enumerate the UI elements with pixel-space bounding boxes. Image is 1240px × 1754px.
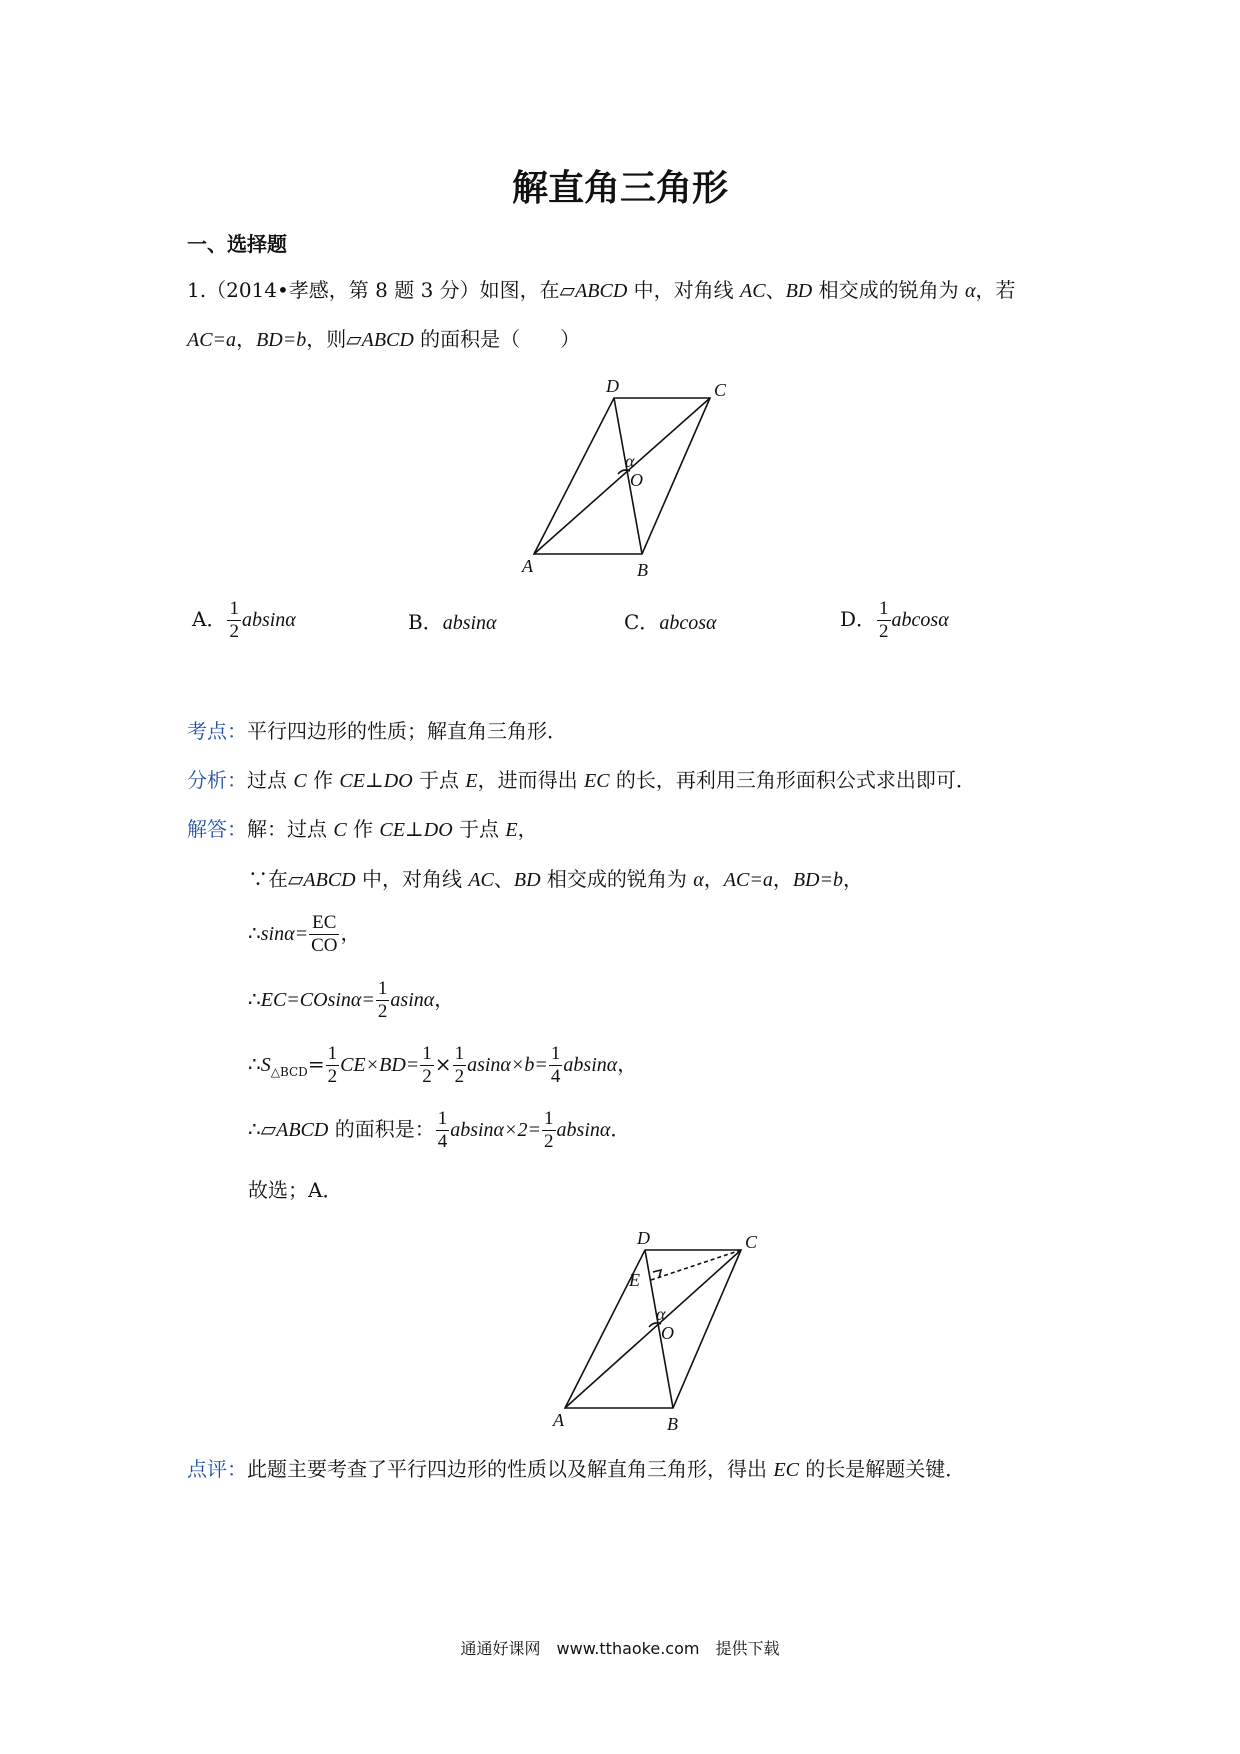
option-expr: abcosα — [891, 609, 949, 631]
fraction-numerator: 1 — [550, 1043, 561, 1064]
math-expr: absinα — [563, 1054, 618, 1076]
fenxi-text: 过点 — [247, 768, 294, 792]
fraction — [549, 1043, 563, 1088]
math-var: ABCD — [276, 1119, 329, 1141]
fraction-denominator: 2 — [327, 1066, 338, 1087]
right-angle-mark — [653, 1270, 661, 1278]
jieda-label: 解答 — [187, 817, 227, 841]
math-var: AC=a — [723, 869, 773, 891]
label-c: C — [745, 1232, 758, 1252]
math-var: E — [465, 770, 478, 792]
option-b — [408, 606, 497, 635]
option-letter: D． — [840, 607, 877, 631]
math-expr: absinα×2= — [450, 1119, 542, 1141]
kaodian-label: 考点 — [187, 719, 227, 743]
fraction — [420, 1043, 434, 1088]
jieda-text: 中，对角线 — [355, 867, 469, 891]
question-number: 1. — [187, 278, 207, 302]
jieda-text: 于点 — [452, 817, 506, 841]
jieda-text: ． — [610, 1117, 631, 1141]
math-var: BD=b — [792, 869, 843, 891]
label-e: E — [629, 1270, 640, 1290]
fraction-numerator: EC — [309, 912, 339, 935]
question-text: 的面积是（ ） — [413, 327, 581, 351]
section-heading: 一、选择题 — [187, 232, 287, 256]
fraction-numerator: 1 — [544, 1108, 554, 1129]
fraction — [309, 912, 339, 957]
option-letter: C． — [624, 610, 660, 634]
dianping-label: 点评 — [187, 1457, 227, 1481]
math-expr: sinα= — [260, 923, 309, 945]
jieda-text: ， — [843, 867, 863, 891]
jieda-line-2 — [248, 864, 863, 895]
option-d — [840, 598, 949, 643]
parallelogram-symbol: ▱ — [288, 867, 304, 891]
question-text: ，则 — [306, 327, 347, 351]
fraction — [436, 1108, 450, 1153]
math-var: E — [505, 819, 518, 841]
math-var: DO — [423, 819, 453, 841]
option-c — [624, 606, 716, 635]
jieda-line-1 — [187, 814, 538, 845]
parallelogram-symbol: ▱ — [260, 1117, 277, 1141]
fraction-numerator: 1 — [879, 598, 889, 619]
fraction-denominator: CO — [311, 935, 338, 956]
fraction-numerator: 1 — [327, 1043, 338, 1064]
fenxi-label: 分析 — [187, 768, 227, 792]
jieda-text: ， — [703, 867, 724, 891]
fraction-denominator: 2 — [544, 1131, 554, 1152]
math-expr: EC=COsinα= — [260, 989, 375, 1011]
math-var: AC=a — [187, 329, 237, 351]
math-var: BD — [785, 280, 813, 302]
jieda-line-6 — [248, 1108, 630, 1153]
jieda-text: 作 — [346, 817, 380, 841]
math-op: × — [434, 1052, 452, 1076]
math-expr: asinα×b= — [467, 1054, 548, 1076]
fraction-denominator: 2 — [377, 1001, 388, 1022]
dianping-text: 的长是解题关键． — [798, 1457, 966, 1481]
therefore-symbol: ∴ — [248, 1117, 261, 1141]
math-var: EC — [773, 1459, 799, 1481]
jieda-line-4 — [248, 978, 454, 1023]
kaodian-text: 平行四边形的性质；解直角三角形． — [247, 719, 567, 743]
label-alpha: α — [656, 1304, 666, 1324]
fraction — [326, 1043, 340, 1088]
fraction — [542, 1108, 556, 1153]
option-expr: absinα — [241, 609, 296, 631]
label-colon: ： — [227, 817, 247, 841]
math-expr: asinα — [390, 989, 435, 1011]
jieda-text: ， — [340, 921, 361, 945]
fraction-numerator: 1 — [377, 978, 388, 999]
question-line-1 — [187, 275, 1015, 306]
label-colon: ： — [227, 1457, 247, 1481]
math-var: α — [964, 280, 976, 302]
fraction-denominator: 2 — [422, 1066, 432, 1087]
question-text: 、 — [765, 278, 786, 302]
because-symbol: ∵在 — [248, 867, 288, 891]
fraction-numerator: 1 — [229, 598, 239, 619]
label-alpha: α — [625, 451, 635, 471]
label-a: A — [522, 556, 533, 576]
label-a: A — [553, 1410, 564, 1430]
math-var: AC — [740, 280, 766, 302]
fenxi-text: ，进而得出 — [477, 768, 584, 792]
question-text: ， — [236, 327, 257, 351]
math-expr: absinα — [556, 1119, 611, 1141]
parallelogram-figure-2 — [545, 1220, 785, 1435]
fraction-denominator: 2 — [229, 621, 239, 642]
label-d: D — [637, 1228, 650, 1248]
fraction — [453, 1043, 467, 1088]
option-letter: B． — [408, 610, 443, 634]
kaodian-line — [187, 716, 567, 746]
math-var: C — [293, 770, 307, 792]
question-text: 相交成的锐角为 — [812, 278, 965, 302]
fraction — [227, 598, 241, 643]
jieda-line-5 — [248, 1043, 637, 1088]
parallelogram-figure-1 — [510, 370, 750, 585]
dianping-text: 此题主要考查了平行四边形的性质以及解直角三角形，得出 — [247, 1457, 774, 1481]
diagonal-ac — [534, 398, 710, 554]
perp-symbol: ⊥ — [364, 768, 384, 792]
math-var: C — [333, 819, 347, 841]
math-expr: CE×BD= — [340, 1054, 420, 1076]
parallelogram-symbol: ▱ — [346, 327, 362, 351]
jieda-text: ， — [434, 987, 455, 1011]
question-line-2 — [187, 324, 580, 355]
perp-symbol: ⊥ — [404, 817, 424, 841]
jieda-text: 的面积是： — [328, 1117, 435, 1141]
fraction-numerator: 1 — [437, 1108, 448, 1129]
fraction-denominator: 4 — [550, 1066, 561, 1087]
dianping-line — [187, 1454, 965, 1485]
label-colon: ： — [227, 768, 247, 792]
therefore-symbol: ∴ — [248, 1052, 261, 1076]
fenxi-line — [187, 765, 976, 796]
fraction-numerator: 1 — [454, 1043, 465, 1064]
fraction-denominator: 4 — [437, 1131, 448, 1152]
math-expr: S — [260, 1054, 271, 1076]
therefore-symbol: ∴ — [248, 987, 261, 1011]
question-source: （2014•孝感，第 8 题 3 分） — [206, 278, 480, 302]
option-expr: abcosα — [659, 612, 717, 634]
math-var: α — [693, 869, 704, 891]
label-o: O — [661, 1323, 674, 1343]
label-colon: ： — [227, 719, 247, 743]
math-var: EC — [583, 770, 610, 792]
fenxi-text: 的长，再利用三角形面积公式求出即可． — [609, 768, 976, 792]
diagonal-ac — [565, 1250, 741, 1408]
fraction-denominator: 2 — [454, 1066, 465, 1087]
label-d: D — [606, 376, 619, 396]
jieda-text: 解：过点 — [247, 817, 334, 841]
question-text: 中，对角线 — [627, 278, 740, 302]
math-var: CE — [339, 770, 365, 792]
math-var: CE — [379, 819, 405, 841]
subscript: △BCD — [270, 1065, 308, 1079]
jieda-text: ， — [517, 817, 538, 841]
fraction — [376, 978, 390, 1023]
fraction-numerator: 1 — [422, 1043, 432, 1064]
math-var: ABCD — [575, 280, 628, 302]
fenxi-text: 于点 — [412, 768, 466, 792]
jieda-text: 相交成的锐角为 — [540, 867, 694, 891]
label-b: B — [637, 560, 648, 580]
jieda-text: 、 — [493, 867, 514, 891]
option-letter: A． — [192, 607, 227, 631]
option-expr: absinα — [442, 612, 497, 634]
perpendicular-ce — [651, 1250, 741, 1280]
label-b: B — [667, 1414, 678, 1434]
math-var: DO — [383, 770, 413, 792]
option-a — [192, 598, 296, 643]
jieda-line-3 — [248, 912, 360, 957]
question-text: 如图，在 — [479, 278, 560, 302]
therefore-symbol: ∴ — [248, 921, 261, 945]
label-o: O — [630, 470, 643, 490]
fenxi-text: 作 — [306, 768, 340, 792]
page-title: 解直角三角形 — [511, 168, 728, 209]
jieda-text: ， — [617, 1052, 638, 1076]
math-op: = — [307, 1052, 325, 1076]
math-var: ABCD — [361, 329, 414, 351]
parallelogram-symbol: ▱ — [559, 278, 576, 302]
jieda-line-7: 故选；A． — [248, 1178, 343, 1202]
fraction-denominator: 2 — [879, 621, 889, 642]
math-var: AC — [468, 869, 494, 891]
fraction — [877, 598, 891, 643]
page-footer: 通通好课网 www.tthaoke.com 提供下载 — [460, 1639, 780, 1658]
math-var: BD — [513, 869, 541, 891]
math-var: BD=b — [256, 329, 307, 351]
label-c: C — [714, 380, 727, 400]
jieda-text: ， — [772, 867, 793, 891]
math-var: ABCD — [303, 869, 356, 891]
question-text: ，若 — [975, 278, 1016, 302]
